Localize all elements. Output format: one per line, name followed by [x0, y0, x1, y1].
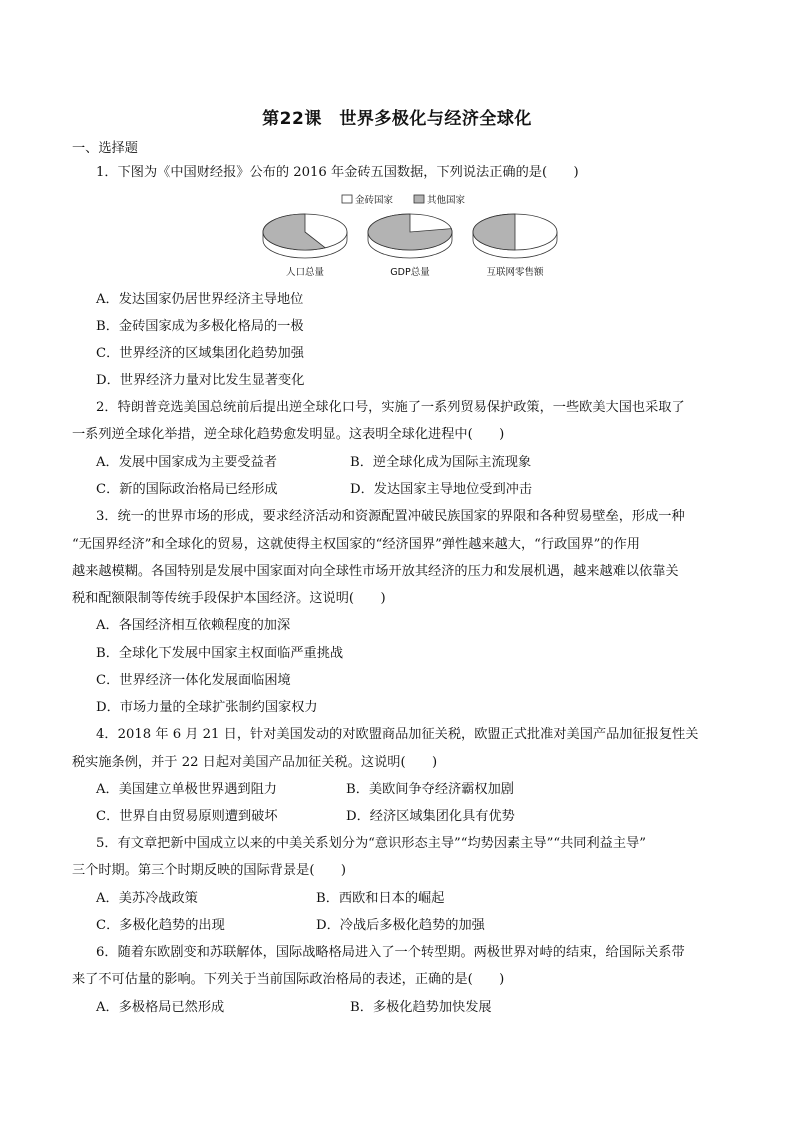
legend-swatch-others — [414, 195, 424, 203]
q4-option-c: C．世界自由贸易原则遭到破坏 — [96, 809, 278, 824]
q5-option-b: B．西欧和日本的崛起 — [316, 891, 445, 906]
question-4-line-2: 税实施条例，并于 22 日起对美国产品加征关税。这说明( ) — [72, 755, 438, 770]
question-5-line-1: 5．有文章把新中国成立以来的中美关系划分为“意识形态主导”“均势因素主导”“共同利益主导” — [96, 836, 646, 851]
pie-label-internet-retail: 互联网零售额 — [486, 267, 544, 278]
q3-option-a: A．各国经济相互依赖程度的加深 — [96, 618, 291, 633]
page-title: 第22课 世界多极化与经济全球化 — [262, 109, 532, 129]
q4-option-d: D．经济区域集团化具有优势 — [346, 809, 515, 824]
question-3-line-2: “无国界经济”和全球化的贸易，这就使得主权国家的“经济国界”弹性越来越大，“行政国界”的作用 — [72, 537, 640, 552]
q3-option-d: D．市场力量的全球扩张制约国家权力 — [96, 700, 318, 715]
question-2-line-1: 2．特朗普竞选美国总统前后提出逆全球化口号，实施了一系列贸易保护政策，一些欧美大国也采取了 — [96, 400, 685, 415]
q2-option-c: C．新的国际政治格局已经形成 — [96, 482, 278, 497]
question-3-line-3: 越来越模糊。各国特别是发展中国家面对向全球性市场开放其经济的压力和发展机遇，越来越难以依靠关 — [72, 564, 679, 579]
q5-option-c: C．多极化趋势的出现 — [96, 918, 225, 933]
q5-option-d: D．冷战后多极化趋势的加强 — [316, 918, 485, 933]
chart-legend — [342, 194, 466, 206]
q6-option-b: B．多极化趋势加快发展 — [350, 1000, 492, 1015]
pie-gdp — [368, 214, 452, 258]
q4-option-b: B．美欧间争夺经济霸权加剧 — [346, 782, 514, 797]
q2-option-a: A．发展中国家成为主要受益者 — [96, 455, 277, 470]
question-1-stem: 1．下图为《中国财经报》公布的 2016 年金砖五国数据，下列说法正确的是( ) — [96, 165, 579, 180]
pie-internet-retail — [473, 214, 557, 258]
q3-option-c: C．世界经济一体化发展面临困境 — [96, 673, 291, 688]
q3-option-b: B．全球化下发展中国家主权面临严重挑战 — [96, 646, 344, 661]
question-5-line-2: 三个时期。第三个时期反映的国际背景是( ) — [72, 863, 347, 878]
legend-swatch-brics — [342, 195, 352, 203]
question-6-line-2: 来了不可估量的影响。下列关于当前国际政治格局的表述，正确的是( ) — [72, 972, 505, 987]
q1-option-a: A．发达国家仍居世界经济主导地位 — [96, 292, 304, 307]
section-heading: 一、选择题 — [72, 141, 138, 156]
question-2-line-2: 一系列逆全球化举措，逆全球化趋势愈发明显。这表明全球化进程中( ) — [72, 427, 505, 442]
pie-population — [263, 214, 347, 258]
q1-option-c: C．世界经济的区域集团化趋势加强 — [96, 346, 304, 361]
q4-option-a: A．美国建立单极世界遇到阻力 — [96, 782, 277, 797]
q5-option-a: A．美苏冷战政策 — [96, 891, 198, 906]
question-4-line-1: 4．2018 年 6 月 21 日，针对美国发动的对欧盟商品加征关税，欧盟正式批准对美国产品加征报复性关 — [96, 727, 699, 742]
q1-option-d: D．世界经济力量对比发生显著变化 — [96, 373, 305, 388]
question-3-line-1: 3．统一的世界市场的形成，要求经济活动和资源配置冲破民族国家的界限和各种贸易壁垒，形成一种 — [96, 509, 685, 524]
pie-label-gdp: GDP总量 — [390, 267, 430, 278]
q1-option-b: B．金砖国家成为多极化格局的一极 — [96, 319, 304, 334]
question-6-line-1: 6．随着东欧剧变和苏联解体，国际战略格局进入了一个转型期。两极世界对峙的结束，给国际关系带 — [96, 945, 685, 960]
q2-option-b: B．逆全球化成为国际主流现象 — [350, 455, 532, 470]
legend-label-others: 其他国家 — [427, 195, 466, 206]
pie-chart-figure — [262, 192, 562, 284]
q6-option-a: A．多极格局已然形成 — [96, 1000, 225, 1015]
legend-label-brics: 金砖国家 — [355, 195, 394, 206]
question-3-line-4: 税和配额限制等传统手段保护本国经济。这说明( ) — [72, 591, 386, 606]
pie-label-population: 人口总量 — [285, 267, 325, 278]
q2-option-d: D．发达国家主导地位受到冲击 — [350, 482, 533, 497]
